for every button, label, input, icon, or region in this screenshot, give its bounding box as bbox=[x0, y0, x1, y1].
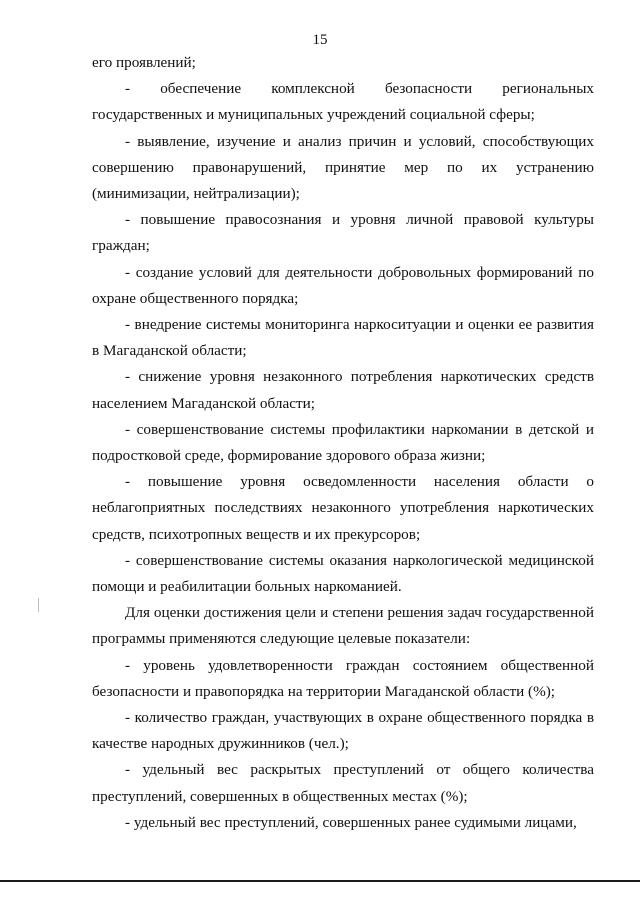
paragraph-list-item: - количество граждан, участвующих в охране общественного порядка в качестве народных дружинников (чел.); bbox=[92, 709, 594, 753]
document-body bbox=[92, 50, 594, 836]
paragraph-list-item: - удельный вес раскрытых преступлений от общего количества преступлений, совершенных в общественных местах (%); bbox=[92, 761, 594, 805]
scan-artifact bbox=[38, 598, 39, 612]
paragraph-body: Для оценки достижения цели и степени решения задач государственной программы применяются следующие целевые показатели: bbox=[92, 604, 594, 648]
paragraph-list-item: - совершенствование системы оказания наркологической медицинской помощи и реабилитации больных наркоманией. bbox=[92, 551, 594, 596]
paragraph-list-item: - повышение уровня осведомленности населения области о неблагоприятных последствиях незаконного употребления наркотических средств, психотропных веществ и их прекурсоров; bbox=[92, 473, 594, 543]
paragraph-list-item: - повышение правосознания и уровня личной правовой культуры граждан; bbox=[92, 211, 594, 255]
paragraph-list-item: - внедрение системы мониторинга наркоситуации и оценки ее развития в Магаданской области; bbox=[92, 316, 594, 360]
paragraph-list-item: - уровень удовлетворенности граждан состоянием общественной безопасности и правопорядка на территории Магаданской области (%); bbox=[92, 656, 594, 700]
paragraph-list-item: - совершенствование системы профилактики наркомании в детской и подростковой среде, формирование здорового образа жизни; bbox=[92, 420, 594, 465]
paragraph-list-item: - выявление, изучение и анализ причин и условий, способствующих совершению правонарушений, принятие мер по их устранению (минимизации, нейтрализации); bbox=[92, 132, 594, 203]
page-bottom-rule bbox=[0, 880, 640, 882]
paragraph-list-item: - удельный вес преступлений, совершенных ранее судимыми лицами, bbox=[125, 813, 577, 831]
paragraph-list-item: - обеспечение комплексной безопасности региональных государственных и муниципальных учреждений социальной сферы; bbox=[92, 80, 594, 124]
paragraph-list-item: - снижение уровня незаконного потребления наркотических средств населением Магаданской области; bbox=[92, 368, 594, 412]
page-number: 15 bbox=[312, 32, 328, 48]
paragraph-list-item: - создание условий для деятельности добровольных формирований по охране общественного порядка; bbox=[92, 263, 594, 307]
paragraph-continuation: его проявлений; bbox=[92, 54, 196, 71]
